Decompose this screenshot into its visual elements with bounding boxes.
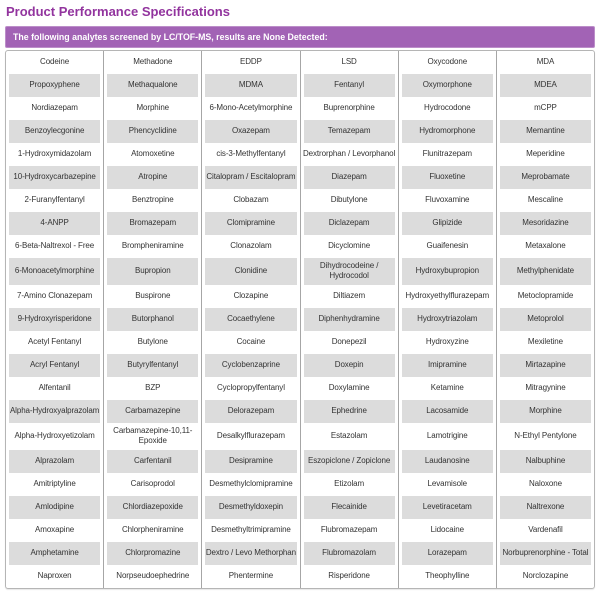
analyte-cell: Methaqualone xyxy=(104,74,202,97)
analyte-cell: Dibutylone xyxy=(301,189,399,212)
analyte-cell: Cocaine xyxy=(202,331,300,354)
table-row xyxy=(6,519,594,542)
analyte-cell: Flubromazolam xyxy=(301,542,399,565)
analyte-cell: Carbamazepine-10,11-Epoxide xyxy=(104,423,202,450)
table-row xyxy=(6,423,594,450)
analyte-cell: mCPP xyxy=(534,103,557,113)
analyte-cell: Methylphenidate xyxy=(497,258,594,285)
analyte-cell: Nalbuphine xyxy=(497,450,594,473)
analyte-cell: Carbamazepine xyxy=(104,400,202,423)
analyte-cell: Nordiazepam xyxy=(6,97,104,120)
analyte-cell: 6-Mono-Acetylmorphine xyxy=(202,97,300,120)
analyte-cell: Mescaline xyxy=(527,195,563,205)
analyte-cell: Morphine xyxy=(497,400,594,423)
analyte-cell: Phencyclidine xyxy=(104,120,202,143)
analyte-cell: MDMA xyxy=(202,74,300,97)
analyte-cell: Laudanosine xyxy=(399,450,497,473)
analyte-cell: Clobazam xyxy=(202,189,300,212)
analyte-cell: Propoxyphene xyxy=(6,74,104,97)
analyte-cell: LSD xyxy=(301,51,399,74)
table-row xyxy=(6,258,594,285)
analyte-cell: Buprenorphine xyxy=(301,97,399,120)
analyte-cell: Vardenafil xyxy=(528,524,563,534)
analyte-cell: Lidocaine xyxy=(399,519,497,542)
analyte-cell: Butorphanol xyxy=(104,308,202,331)
analyte-cell: Naloxone xyxy=(528,478,562,488)
analyte-cell: cis-3-Methylfentanyl xyxy=(202,143,300,166)
analyte-cell: 10-Hydroxycarbazepine xyxy=(6,166,104,189)
analyte-cell: Metaxalone xyxy=(525,241,566,251)
analyte-cell: Metoclopramide xyxy=(517,291,574,301)
analyte-cell: 4-ANPP xyxy=(6,212,104,235)
analyte-cell: Alpha-Hydroxyalprazolam xyxy=(6,400,104,423)
table-row xyxy=(6,331,594,354)
analyte-cell: Hydroxyethylflurazepam xyxy=(399,285,497,308)
analyte-cell: Lorazepam xyxy=(399,542,497,565)
table-row xyxy=(6,565,594,588)
analyte-cell: Clonazolam xyxy=(202,235,300,258)
analyte-cell: Mesoridazine xyxy=(497,212,594,235)
analyte-cell: Guaifenesin xyxy=(399,235,497,258)
analyte-cell: Fluvoxamine xyxy=(399,189,497,212)
analyte-cell: Chlorpheniramine xyxy=(104,519,202,542)
analyte-cell: Cyclopropylfentanyl xyxy=(202,377,300,400)
analyte-cell: Clonidine xyxy=(202,258,300,285)
screening-banner xyxy=(5,26,595,48)
analyte-cell: Lacosamide xyxy=(399,400,497,423)
analyte-cell: Theophylline xyxy=(399,565,497,588)
analyte-cell: Norpseudoephedrine xyxy=(104,565,202,588)
analyte-cell: Oxycodone xyxy=(399,51,497,74)
analyte-cell: Metoprolol xyxy=(497,308,594,331)
analyte-cell: 7-Amino Clonazepam xyxy=(6,285,104,308)
analyte-cell: Codeine xyxy=(6,51,104,74)
analyte-cell: Oxymorphone xyxy=(399,74,497,97)
analyte-cell: Clomipramine xyxy=(202,212,300,235)
analyte-cell: Clozapine xyxy=(202,285,300,308)
analyte-cell: Hydromorphone xyxy=(399,120,497,143)
page-title: Product Performance Specifications xyxy=(6,4,230,19)
analyte-cell: Amphetamine xyxy=(6,542,104,565)
analyte-cell: Atomoxetine xyxy=(104,143,202,166)
analyte-cell: Butyrylfentanyl xyxy=(104,354,202,377)
analyte-cell: Fentanyl xyxy=(301,74,399,97)
table-row xyxy=(6,212,594,235)
analyte-cell: Desipramine xyxy=(202,450,300,473)
analyte-cell: Bupropion xyxy=(104,258,202,285)
analyte-cell: Hydroxytriazolam xyxy=(399,308,497,331)
analyte-cell: Butylone xyxy=(104,331,202,354)
analyte-cell: Amoxapine xyxy=(6,519,104,542)
analyte-cell: Delorazepam xyxy=(202,400,300,423)
analyte-cell: Benztropine xyxy=(104,189,202,212)
analyte-cell: Hydroxyzine xyxy=(399,331,497,354)
analyte-cell: Risperidone xyxy=(301,565,399,588)
analyte-cell: Hydroxybupropion xyxy=(399,258,497,285)
analyte-cell: 9-Hydroxyrisperidone xyxy=(6,308,104,331)
analyte-cell: Meprobamate xyxy=(497,166,594,189)
analyte-cell: Eszopiclone / Zopiclone xyxy=(301,450,399,473)
table-row xyxy=(6,377,594,400)
analyte-cell: Levamisole xyxy=(399,473,497,496)
table-row xyxy=(6,450,594,473)
table-row xyxy=(6,74,594,97)
analyte-cell: Flecainide xyxy=(301,496,399,519)
analyte-cell: Norclozapine xyxy=(522,570,569,580)
table-row xyxy=(6,496,594,519)
analyte-cell: Carisoprodol xyxy=(104,473,202,496)
analyte-cell: Desmethylclomipramine xyxy=(202,473,300,496)
analyte-cell: Diphenhydramine xyxy=(301,308,399,331)
analyte-cell: Benzoylecgonine xyxy=(6,120,104,143)
analyte-cell: Alfentanil xyxy=(6,377,104,400)
analyte-cell: Buspirone xyxy=(104,285,202,308)
analyte-cell: Alpha-Hydroxyetizolam xyxy=(6,423,104,450)
analyte-cell: Cyclobenzaprine xyxy=(202,354,300,377)
analyte-cell: Donepezil xyxy=(301,331,399,354)
analyte-cell: Morphine xyxy=(104,97,202,120)
analyte-cell: Cocaethylene xyxy=(202,308,300,331)
analyte-cell: Etizolam xyxy=(301,473,399,496)
analyte-cell: Methadone xyxy=(104,51,202,74)
analyte-cell: Fluoxetine xyxy=(399,166,497,189)
analyte-cell: Lamotrigine xyxy=(399,423,497,450)
table-row xyxy=(6,120,594,143)
analyte-cell: Imipramine xyxy=(399,354,497,377)
analyte-cell: Diazepam xyxy=(301,166,399,189)
analyte-cell: Mitragynine xyxy=(525,383,566,393)
analyte-cell: 6-Monoacetylmorphine xyxy=(6,258,104,285)
analyte-cell: Brompheniramine xyxy=(104,235,202,258)
analyte-cell: Chlorpromazine xyxy=(104,542,202,565)
analyte-cell: Naproxen xyxy=(6,565,104,588)
analyte-cell: Flunitrazepam xyxy=(399,143,497,166)
analyte-cell: Norbuprenorphine - Total xyxy=(497,542,594,565)
analyte-cell: Acetyl Fentanyl xyxy=(6,331,104,354)
table-row xyxy=(6,166,594,189)
table-row xyxy=(6,400,594,423)
analyte-cell: Temazepam xyxy=(301,120,399,143)
analyte-cell: MDA xyxy=(536,57,555,67)
analyte-cell: Diltiazem xyxy=(301,285,399,308)
analyte-cell: MDEA xyxy=(497,74,594,97)
table-row xyxy=(6,542,594,565)
analyte-cell: Dextro / Levo Methorphan xyxy=(202,542,300,565)
analyte-cell: Dicyclomine xyxy=(301,235,399,258)
analyte-cell: Estazolam xyxy=(301,423,399,450)
table-row xyxy=(6,189,594,212)
analyte-cell: Phentermine xyxy=(202,565,300,588)
analyte-cell: Doxepin xyxy=(301,354,399,377)
analyte-cell: BZP xyxy=(104,377,202,400)
analyte-cell: Desalkylflurazepam xyxy=(202,423,300,450)
analyte-cell: Carfentanil xyxy=(104,450,202,473)
analyte-cell: Mirtazapine xyxy=(497,354,594,377)
analyte-cell: Ketamine xyxy=(399,377,497,400)
analyte-cell: Dextrorphan / Levorphanol xyxy=(301,143,399,166)
analyte-cell: Dihydrocodeine / Hydrocodol xyxy=(301,258,399,285)
analyte-cell: Desmethyldoxepin xyxy=(202,496,300,519)
analyte-cell: EDDP xyxy=(202,51,300,74)
table-row xyxy=(6,285,594,308)
analyte-cell: Citalopram / Escitalopram xyxy=(202,166,300,189)
table-row xyxy=(6,354,594,377)
analyte-cell: Diclazepam xyxy=(301,212,399,235)
analyte-cell: Glipizide xyxy=(399,212,497,235)
table-row xyxy=(6,51,594,74)
analyte-cell: Atropine xyxy=(104,166,202,189)
analyte-cell: Memantine xyxy=(497,120,594,143)
table-row xyxy=(6,473,594,496)
analyte-cell: Amlodipine xyxy=(6,496,104,519)
table-row xyxy=(6,235,594,258)
analyte-cell: Amitriptyline xyxy=(6,473,104,496)
table-row xyxy=(6,143,594,166)
analyte-cell: 1-Hydroxymidazolam xyxy=(6,143,104,166)
analyte-cell: Levetiracetam xyxy=(399,496,497,519)
analyte-cell: Doxylamine xyxy=(301,377,399,400)
analyte-cell: Alprazolam xyxy=(6,450,104,473)
analyte-cell: 6-Beta-Naltrexol - Free xyxy=(6,235,104,258)
analyte-cell: Desmethyltrimipramine xyxy=(202,519,300,542)
analyte-cell: Ephedrine xyxy=(301,400,399,423)
analyte-cell: N-Ethyl Pentylone xyxy=(514,430,577,440)
analyte-cell: Chlordiazepoxide xyxy=(104,496,202,519)
analyte-cell: Naltrexone xyxy=(497,496,594,519)
analyte-cell: Mexiletine xyxy=(527,337,563,347)
table-row xyxy=(6,308,594,331)
analyte-cell: Oxazepam xyxy=(202,120,300,143)
analyte-cell: 2-Furanylfentanyl xyxy=(6,189,104,212)
analyte-table xyxy=(5,50,595,589)
analyte-cell: Hydrocodone xyxy=(399,97,497,120)
analyte-cell: Meperidine xyxy=(526,149,565,159)
analyte-cell: Acryl Fentanyl xyxy=(6,354,104,377)
screening-banner-text: The following analytes screened by LC/TOF-MS, results are None Detected: xyxy=(13,32,328,42)
table-row xyxy=(6,97,594,120)
analyte-cell: Bromazepam xyxy=(104,212,202,235)
analyte-cell: Flubromazepam xyxy=(301,519,399,542)
